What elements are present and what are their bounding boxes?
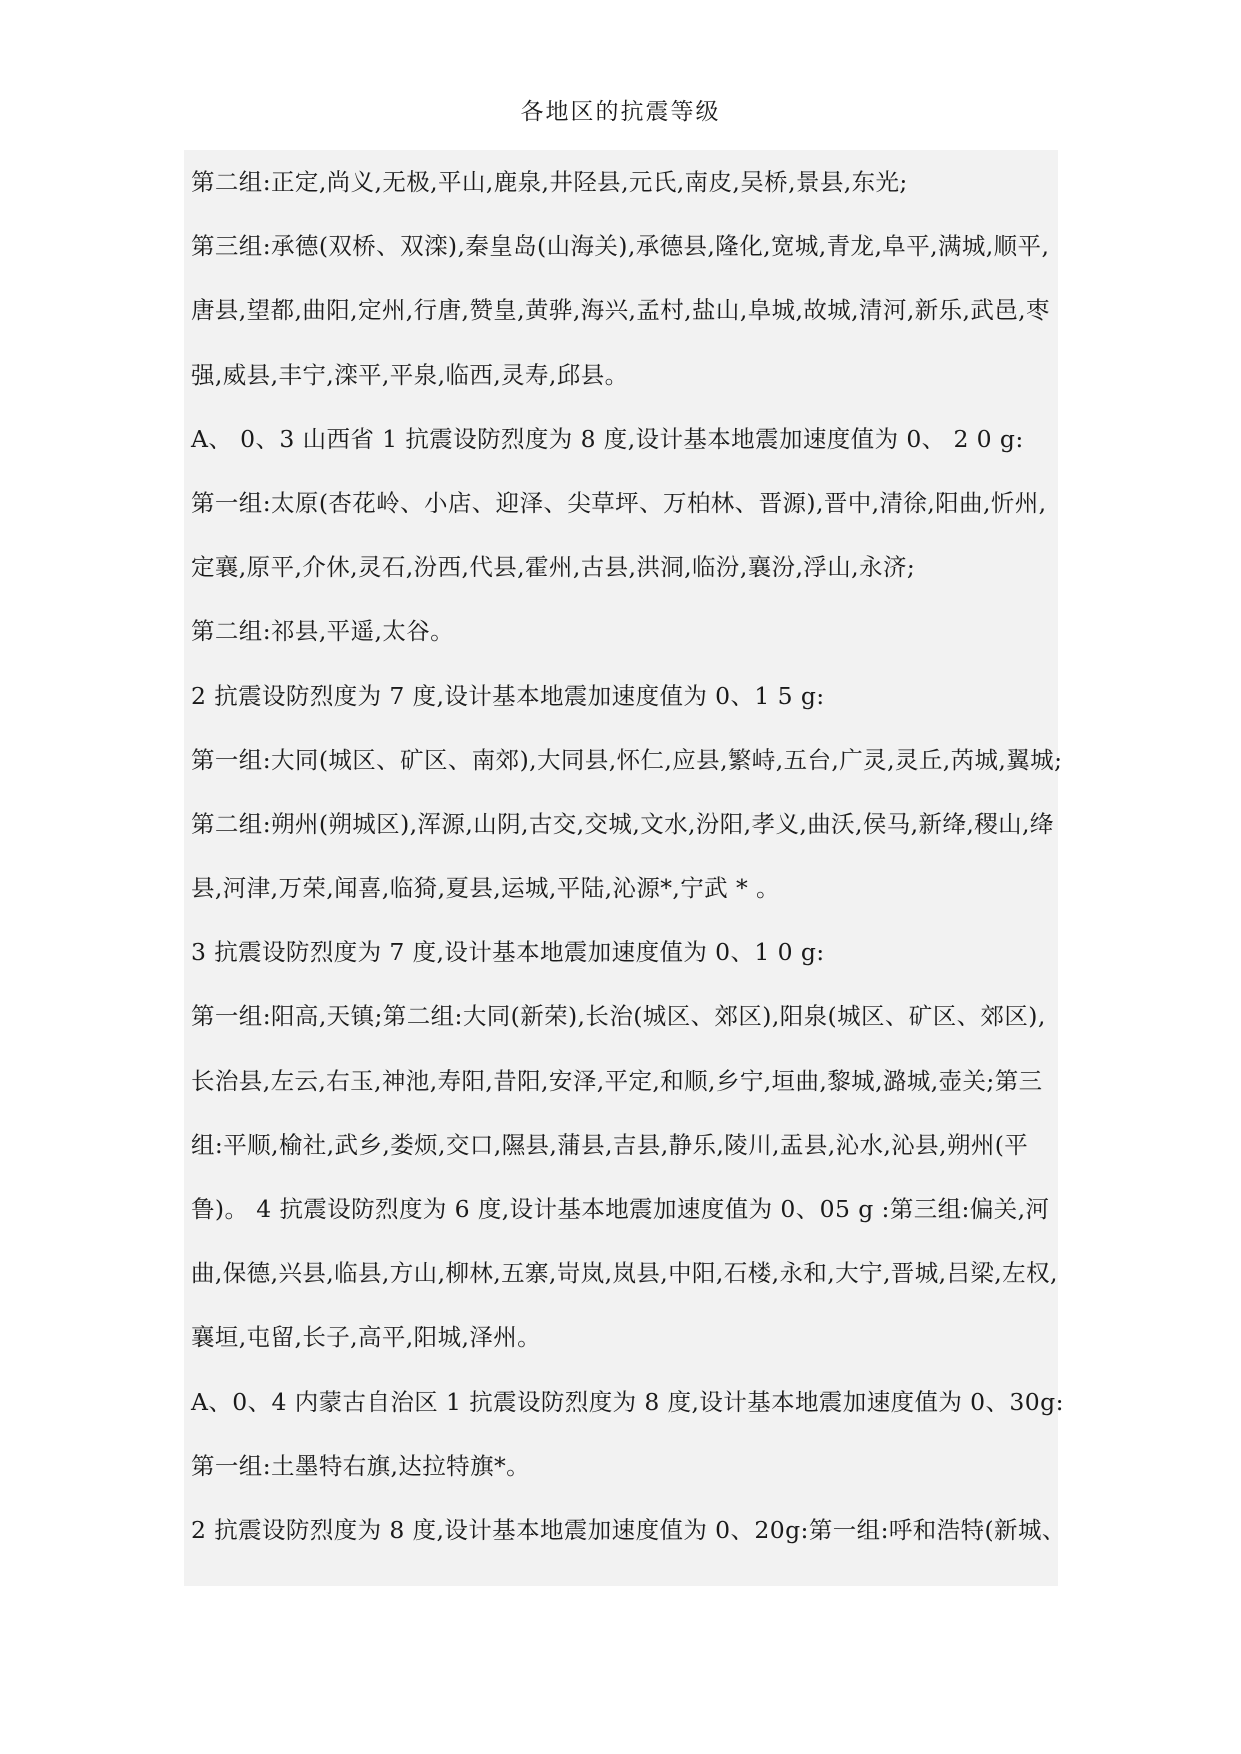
text-line: 县,河津,万荣,闻喜,临猗,夏县,运城,平陆,沁源*,宁武 * 。 [191, 874, 780, 903]
text-line: 长治县,左云,右玉,神池,寿阳,昔阳,安泽,平定,和顺,乡宁,垣曲,黎城,潞城,壶关;第三 [191, 1066, 1043, 1095]
text-line: 第二组:祁县,平遥,太谷。 [191, 617, 455, 646]
text-line: 唐县,望都,曲阳,定州,行唐,赞皇,黄骅,海兴,孟村,盐山,阜城,故城,清河,新乐,武邑,枣 [191, 296, 1050, 325]
text-line: 定襄,原平,介休,灵石,汾西,代县,霍州,古县,洪洞,临汾,襄汾,浮山,永济; [191, 553, 916, 582]
text-line: A、 0、3 山西省 1 抗震设防烈度为 8 度,设计基本地震加速度值为 0、 2 0 g: [191, 424, 1024, 453]
page-title: 各地区的抗震等级 [520, 99, 721, 125]
text-line: 襄垣,屯留,长子,高平,阳城,泽州。 [191, 1323, 542, 1352]
text-line: A、0、4 内蒙古自治区 1 抗震设防烈度为 8 度,设计基本地震加速度值为 0、30g: [191, 1387, 1064, 1416]
text-line: 第一组:太原(杏花岭、小店、迎泽、尖草坪、万柏林、晋源),晋中,清徐,阳曲,忻州, [191, 488, 1047, 517]
text-line: 第三组:承德(双桥、双滦),秦皇岛(山海关),承德县,隆化,宽城,青龙,阜平,满城,顺平, [191, 232, 1050, 261]
text-line: 鲁)。 4 抗震设防烈度为 6 度,设计基本地震加速度值为 0、05 g :第三组:偏关,河 [191, 1195, 1050, 1223]
text-line: 第一组:土墨特右旗,达拉特旗*。 [191, 1451, 531, 1480]
text-line: 第一组:阳高,天镇;第二组:大同(新荣),长治(城区、郊区),阳泉(城区、矿区、郊区), [191, 1002, 1046, 1031]
text-line: 曲,保德,兴县,临县,方山,柳林,五寨,岢岚,岚县,中阳,石楼,永和,大宁,晋城,吕梁,左权, [191, 1259, 1058, 1288]
text-line: 2 抗震设防烈度为 7 度,设计基本地震加速度值为 0、1 5 g: [191, 681, 825, 710]
text-line: 第一组:大同(城区、矿区、南郊),大同县,怀仁,应县,繁峙,五台,广灵,灵丘,芮城,翼城; [191, 745, 1063, 774]
text-line: 强,威县,丰宁,滦平,平泉,临西,灵寿,邱县。 [191, 360, 629, 389]
text-line: 第二组:朔州(朔城区),浑源,山阴,古交,交城,文水,汾阳,孝义,曲沃,侯马,新绛,稷山,绛 [191, 809, 1054, 838]
text-line: 3 抗震设防烈度为 7 度,设计基本地震加速度值为 0、1 0 g: [191, 938, 825, 967]
text-line: 组:平顺,榆社,武乡,娄烦,交口,隰县,蒲县,吉县,静乐,陵川,盂县,沁水,沁县,朔州(平 [191, 1130, 1029, 1159]
text-line: 第二组:正定,尚义,无极,平山,鹿泉,井陉县,元氏,南皮,吴桥,景县,东光; [191, 168, 908, 196]
text-line: 2 抗震设防烈度为 8 度,设计基本地震加速度值为 0、20g:第一组:呼和浩特(新城、 [191, 1515, 1066, 1544]
document-body [191, 150, 1091, 1562]
